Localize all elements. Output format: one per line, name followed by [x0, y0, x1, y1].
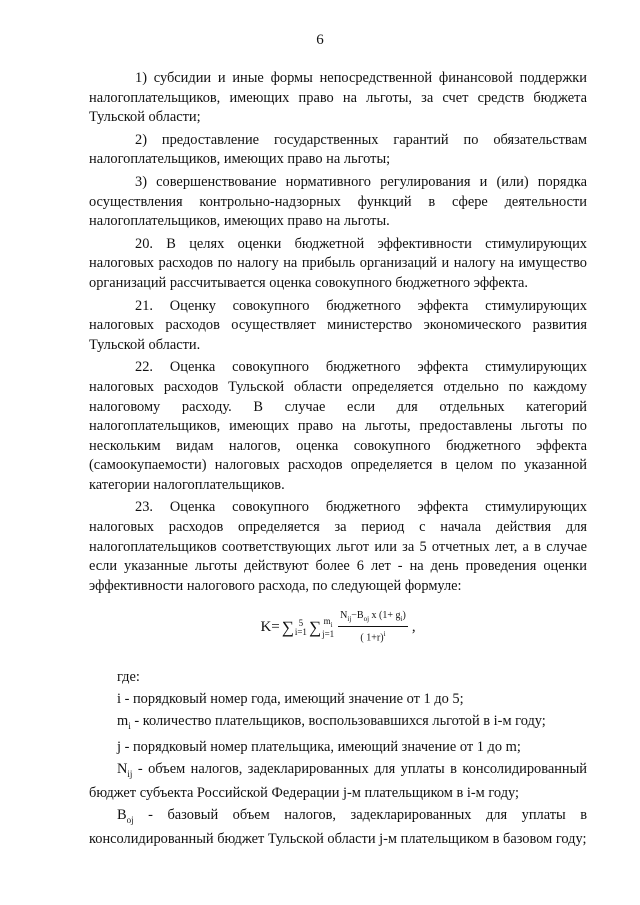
- document-body: [89, 69, 587, 852]
- paragraph-guarantees: 2) предоставление государственных гарантий по обязательствам налогоплательщиков, имеющих право на льготы;: [89, 131, 587, 168]
- sigma-symbol: ∑: [281, 617, 294, 637]
- sum1-upper: 5: [298, 617, 304, 628]
- paragraph-22: 22. Оценка совокупного бюджетного эффекта стимулирующих налоговых расходов Тульской области определяется отдельно по каждому налоговому расходу. В случае если для отдельных категорий налогоплательщиков, имеющих право на льготы, предоставлены льготы по нескольким видам налогов, оценка совокупного бюджетного эффекта (самоокупаемости) налоговых расходов определяется в целом по указанной категории налогоплательщиков.: [89, 359, 587, 493]
- definition-j: j - порядковый номер плательщика, имеющий значение от 1 до m;: [117, 739, 521, 756]
- formula-fraction: [338, 610, 408, 644]
- sum2-upper: m: [323, 615, 331, 626]
- paragraph-20: 20. В целях оценки бюджетной эффективности стимулирующих налоговых расходов по налогу на прибыль организаций и налогу на имущество организаций рассчитывается оценка совокупного бюджетного эффекта.: [89, 235, 587, 291]
- sum2-lower: j=1: [322, 628, 335, 639]
- sum-over-years: [282, 618, 307, 638]
- sum2-upper-sub: i: [330, 620, 333, 629]
- fraction-denominator: ( 1+r)$^i$: [360, 630, 386, 644]
- definition-b: $B_{oj}$ - базовый объем налогов, задекларированных для уплаты в консолидированный бюджет Тульской области j-м плательщиком в базовом году;: [89, 806, 587, 848]
- formula-tail: ,: [411, 618, 416, 635]
- definition-n: $N_{ij}$ - объем налогов, задекларированных для уплаты в консолидированный бюджет субъекта Российской Федерации j-м плательщиком в i-м году;: [89, 760, 587, 802]
- paragraph-subsidies: 1) субсидии и иные формы непосредственной финансовой поддержки налогоплательщиков, имеющих право на льготы, за счет средств бюджета Тульской области;: [89, 70, 587, 126]
- budget-effect-formula: [89, 610, 587, 646]
- page-number: 6: [316, 32, 324, 48]
- paragraph-23: 23. Оценка совокупного бюджетного эффекта стимулирующих налоговых расходов определяется за период с начала действия для налогоплательщиков соответствующих льгот или за 5 отчетных лет, а в случае если указанные льготы действуют более 6 лет - на день проведения оценки эффективности налогового расхода, по следующей формуле:: [89, 499, 587, 594]
- paragraph-21: 21. Оценку совокупного бюджетного эффекта стимулирующих налоговых расходов осуществляет министерство экономического развития Тульской области.: [89, 297, 587, 353]
- definition-m: $m_i$ - количество плательщиков, воспользовавшихся льготой в i-м году;: [117, 712, 546, 731]
- sum1-lower: i=1: [294, 626, 307, 637]
- formula-lhs: K=: [260, 618, 280, 635]
- paragraph-regulation: 3) совершенствование нормативного регулирования и (или) порядка осуществления контрольно-надзорных функций в сфере деятельности налогоплательщиков, имеющих право на льготы.: [89, 173, 587, 230]
- where-label: где:: [117, 669, 140, 686]
- sum-over-payers: [309, 617, 334, 639]
- definition-i: i - порядковый номер года, имеющий значение от 1 до 5;: [117, 691, 464, 708]
- sigma-symbol: ∑: [308, 617, 322, 637]
- fraction-numerator: $N_{ij}-B_{oj}$ x $(1+ g_i)$: [338, 610, 408, 627]
